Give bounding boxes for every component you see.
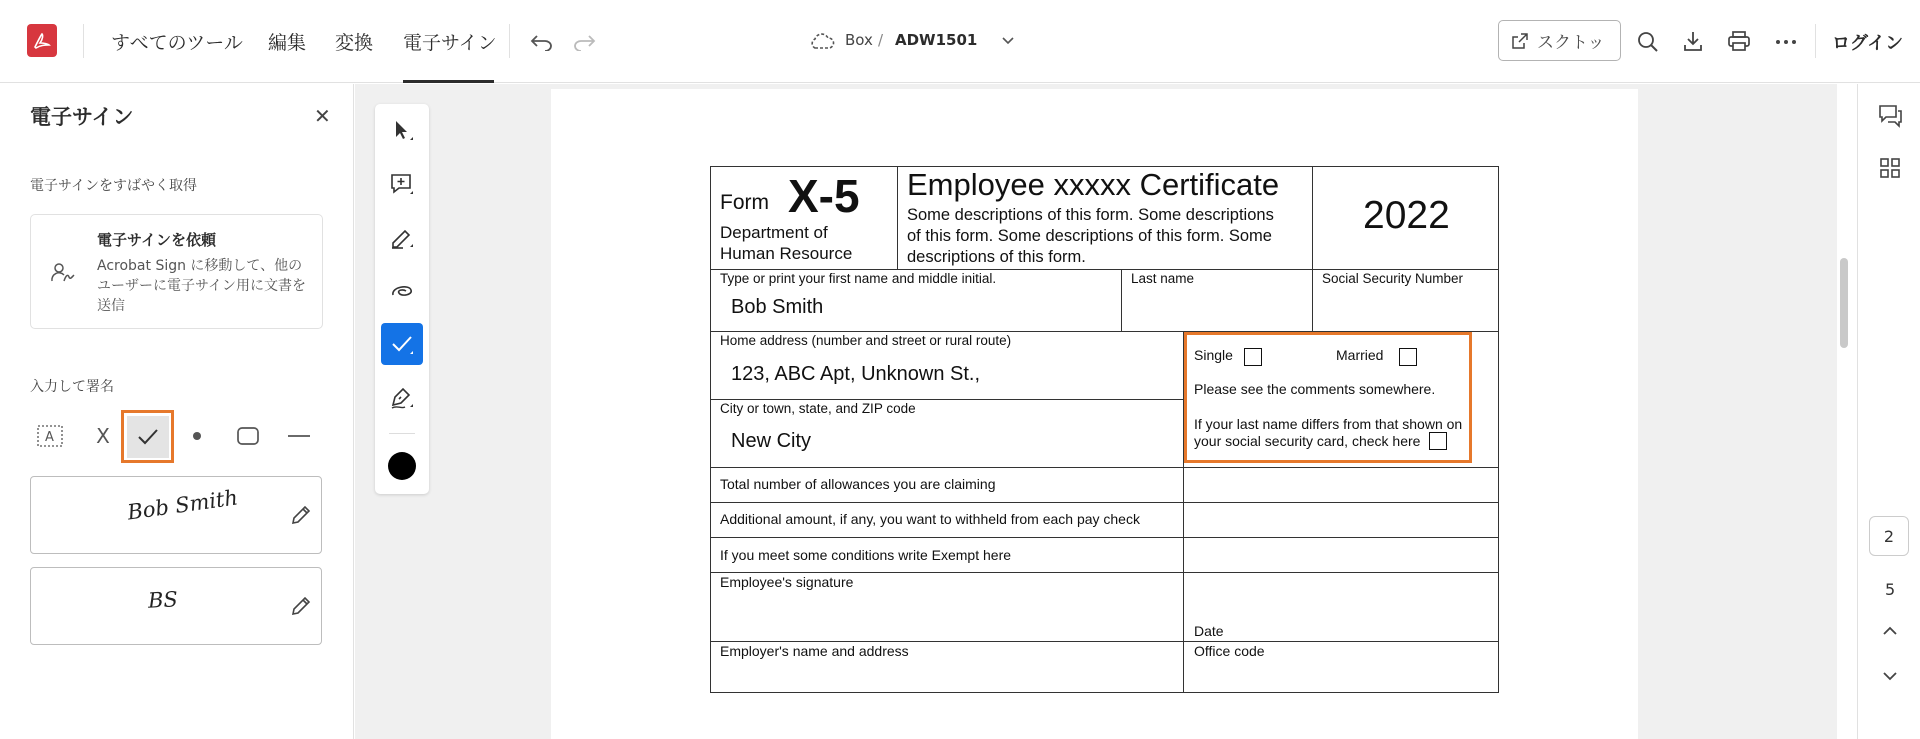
divider (711, 572, 1498, 573)
single-label: Single (1194, 347, 1233, 363)
current-page-number[interactable]: 2 (1869, 516, 1909, 556)
nav-esign[interactable]: 電子サイン (403, 32, 497, 54)
employee-signature-label: Employee's signature (720, 574, 854, 590)
divider (711, 502, 1498, 503)
last-name-label: Last name (1131, 271, 1195, 286)
city-label: City or town, state, and ZIP code (720, 401, 916, 416)
name-differs-text-2: your social security card, check here (1194, 433, 1421, 449)
form-dept-2: Human Resource (720, 244, 853, 263)
acrobat-logo-icon[interactable] (27, 24, 57, 57)
freehand-draw-icon[interactable] (381, 270, 423, 312)
form-desc-2: of this form. Some descriptions of this form. Some (907, 227, 1272, 245)
edit-pencil-icon[interactable] (290, 595, 312, 621)
breadcrumb-separator: / (878, 31, 884, 49)
esign-panel (0, 84, 354, 739)
chevron-down-icon[interactable] (998, 32, 1018, 50)
request-sign-icon (50, 261, 76, 289)
divider (1815, 24, 1816, 58)
divider (389, 433, 415, 434)
nav-all-tools[interactable]: すべてのツール (111, 32, 243, 54)
vertical-scrollbar[interactable] (1840, 258, 1848, 348)
divider (711, 269, 1498, 270)
divider (711, 399, 1183, 400)
first-name-label: Type or print your first name and middle initial. (720, 271, 997, 286)
active-tab-indicator (403, 80, 494, 83)
nav-convert[interactable]: 変換 (335, 32, 374, 54)
additional-amount-label: Additional amount, if any, you want to withheld from each pay check (720, 511, 1140, 527)
form-desc-3: descriptions of this form. (907, 248, 1086, 266)
divider (897, 167, 898, 269)
ssn-label: Social Security Number (1322, 271, 1464, 286)
text-field-icon[interactable] (25, 411, 75, 461)
first-name-value[interactable]: Bob Smith (731, 296, 824, 318)
form-dept: Department of (720, 223, 828, 242)
search-icon[interactable] (1634, 28, 1662, 56)
sign-pen-icon[interactable] (381, 377, 423, 419)
home-address-label: Home address (number and street or rural route) (720, 333, 1012, 348)
download-icon[interactable] (1679, 27, 1707, 55)
allowances-label: Total number of allowances you are claiming (720, 476, 996, 492)
comments-icon[interactable] (1875, 101, 1905, 131)
form-id: X-5 (788, 170, 860, 222)
total-pages: 5 (1885, 580, 1896, 599)
request-signature-title: 電子サインを依頼 (97, 231, 216, 249)
date-label: Date (1194, 623, 1224, 639)
login-button[interactable]: ログイン (1832, 33, 1904, 54)
more-icon[interactable] (1772, 28, 1800, 56)
signature-value: Bob Smith (125, 485, 240, 525)
form-title: Employee xxxxx Certificate (907, 167, 1280, 202)
divider (83, 24, 84, 58)
divider (509, 24, 510, 58)
edit-pencil-icon[interactable] (290, 504, 312, 530)
married-label: Married (1336, 347, 1384, 363)
nav-edit[interactable]: 編集 (268, 32, 307, 54)
city-value[interactable]: New City (731, 430, 812, 452)
divider (1312, 167, 1313, 269)
office-code-label: Office code (1194, 643, 1265, 659)
file-name: ADW1501 (895, 31, 978, 49)
divider (1121, 269, 1122, 331)
cross-mark-tool[interactable]: X (96, 424, 110, 448)
form-desc-1: Some descriptions of this form. Some descriptions (907, 206, 1274, 224)
employer-label: Employer's name and address (720, 643, 909, 659)
divider (711, 641, 1498, 642)
fill-sign-heading: 入力して署名 (30, 379, 114, 395)
redo-icon[interactable] (569, 28, 599, 56)
undo-icon[interactable] (527, 28, 557, 56)
highlight-box (1184, 332, 1472, 463)
signature-box[interactable] (30, 476, 322, 554)
line-tool-icon[interactable] (274, 411, 324, 461)
checkmark-icon (127, 416, 169, 458)
request-signature-desc: Acrobat Sign に移動して、他のユーザーに電子サイン用に文書を送信 (97, 258, 307, 314)
chevron-up-icon[interactable] (1876, 618, 1904, 642)
divider (711, 537, 1498, 538)
right-rail (1857, 84, 1920, 739)
quick-sign-heading: 電子サインをすばやく取得 (30, 178, 198, 194)
share-button[interactable] (1498, 20, 1621, 61)
form-year: 2022 (1363, 194, 1450, 237)
checkmark-tool[interactable] (121, 410, 174, 463)
top-bar (0, 0, 1920, 83)
add-comment-icon[interactable] (381, 164, 423, 206)
thumbnails-grid-icon[interactable] (1876, 154, 1904, 182)
home-address-value[interactable]: 123, ABC Apt, Unknown St., (731, 363, 981, 385)
breadcrumb-root[interactable]: Box (845, 31, 873, 49)
highlight-pen-icon[interactable] (381, 217, 423, 259)
fill-sign-checkmark-icon[interactable] (381, 323, 423, 365)
chevron-down-icon[interactable] (1876, 664, 1904, 688)
cloud-icon (808, 30, 836, 52)
divider (711, 467, 1498, 468)
see-comments-text: Please see the comments somewhere. (1194, 381, 1436, 397)
exempt-label: If you meet some conditions write Exempt here (720, 547, 1012, 563)
svg-text:A: A (45, 430, 54, 445)
annotation-toolbar (375, 104, 429, 494)
initials-box[interactable] (30, 567, 322, 645)
color-swatch-icon[interactable] (381, 445, 423, 487)
divider (1312, 269, 1313, 331)
close-icon[interactable]: ✕ (314, 104, 331, 128)
share-button-label: スクトッ (1537, 33, 1605, 53)
form-word: Form (720, 191, 769, 214)
panel-title: 電子サイン (30, 105, 134, 129)
dot-tool-icon[interactable] (172, 411, 222, 461)
request-signature-card[interactable] (30, 214, 323, 329)
name-differs-text-1: If your last name differs from that shown on (1194, 416, 1463, 432)
select-cursor-icon[interactable] (381, 110, 423, 152)
print-icon[interactable] (1725, 27, 1753, 55)
rectangle-tool-icon[interactable] (223, 411, 273, 461)
initials-value: BS (147, 587, 179, 613)
external-share-icon (1512, 33, 1528, 49)
